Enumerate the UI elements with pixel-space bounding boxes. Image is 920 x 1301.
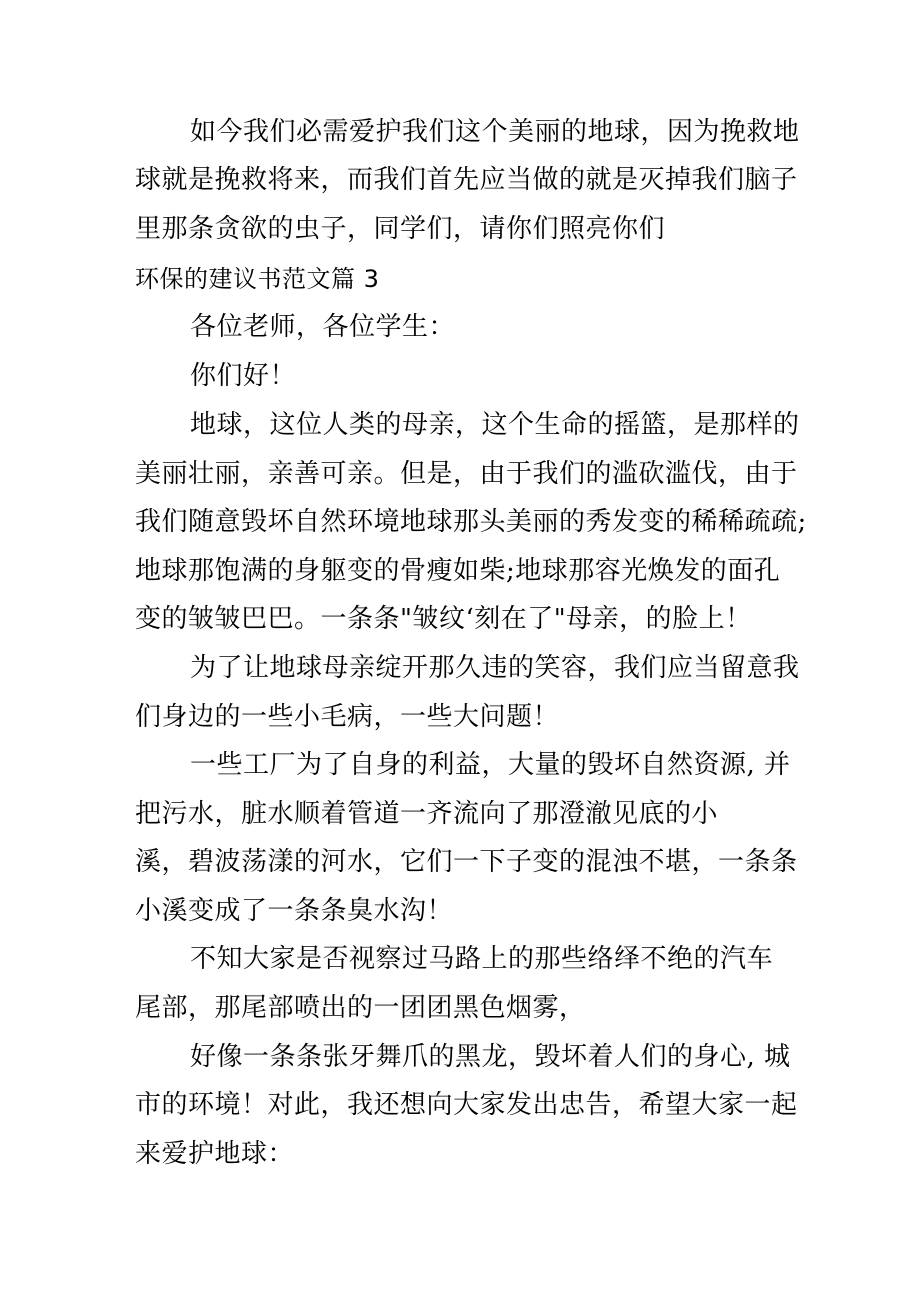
text-line: 小溪变成了一条条臭水沟！ xyxy=(135,896,454,926)
text-line: 美丽壮丽，亲善可亲。但是，由于我们的滥砍滥伐，由于 xyxy=(135,459,798,489)
text-line: 球就是挽救将来，而我们首先应当做的就是灭掉我们脑子 xyxy=(135,165,798,195)
text-line: 们身边的一些小毛病，一些大问题！ xyxy=(135,702,560,732)
text-line: 我们随意毁坏自然环境地球那头美丽的秀发变的稀稀疏疏; xyxy=(135,507,807,537)
text-line: 溪，碧波荡漾的河水，它们一下子变的混浊不堪，一条条 xyxy=(135,847,798,877)
salutation: 各位老师，各位学生： xyxy=(190,312,456,342)
text-line: 不知大家是否视察过马路上的那些络绎不绝的汽车 xyxy=(190,944,774,974)
text-line: 市的环境！对此，我还想向大家发出忠告，希望大家一起 xyxy=(135,1090,798,1120)
text-line: 好像一条条张牙舞爪的黑龙，毁坏着人们的身心, 城 xyxy=(190,1042,791,1072)
text-line: 地球，这位人类的母亲，这个生命的摇篮，是那样的 xyxy=(190,410,800,440)
text-line: 为了让地球母亲绽开那久违的笑容，我们应当留意我 xyxy=(190,653,800,683)
text-line: 把污水，脏水顺着管道一齐流向了那澄澈见底的小 xyxy=(135,799,719,829)
text-line: 尾部，那尾部喷出的一团团黑色烟雾， xyxy=(135,993,586,1023)
section-heading: 环保的建议书范文篇 3 xyxy=(135,265,380,293)
text-line: 来爱护地球： xyxy=(135,1139,295,1169)
text-line: 如今我们必需爱护我们这个美丽的地球，因为挽救地 xyxy=(190,117,800,147)
text-line: 一些工厂为了自身的利益，大量的毁坏自然资源, 并 xyxy=(190,750,791,780)
text-line: 变的皱皱巴巴。一条条"皱纹‘刻在了"母亲，的脸上！ xyxy=(135,604,752,634)
greeting: 你们好！ xyxy=(190,361,297,391)
text-line: 地球那饱满的身躯变的骨瘦如柴;地球那容光焕发的面孔 xyxy=(135,556,781,586)
text-line: 里那条贪欲的虫子，同学们，请你们照亮你们 xyxy=(135,214,666,244)
